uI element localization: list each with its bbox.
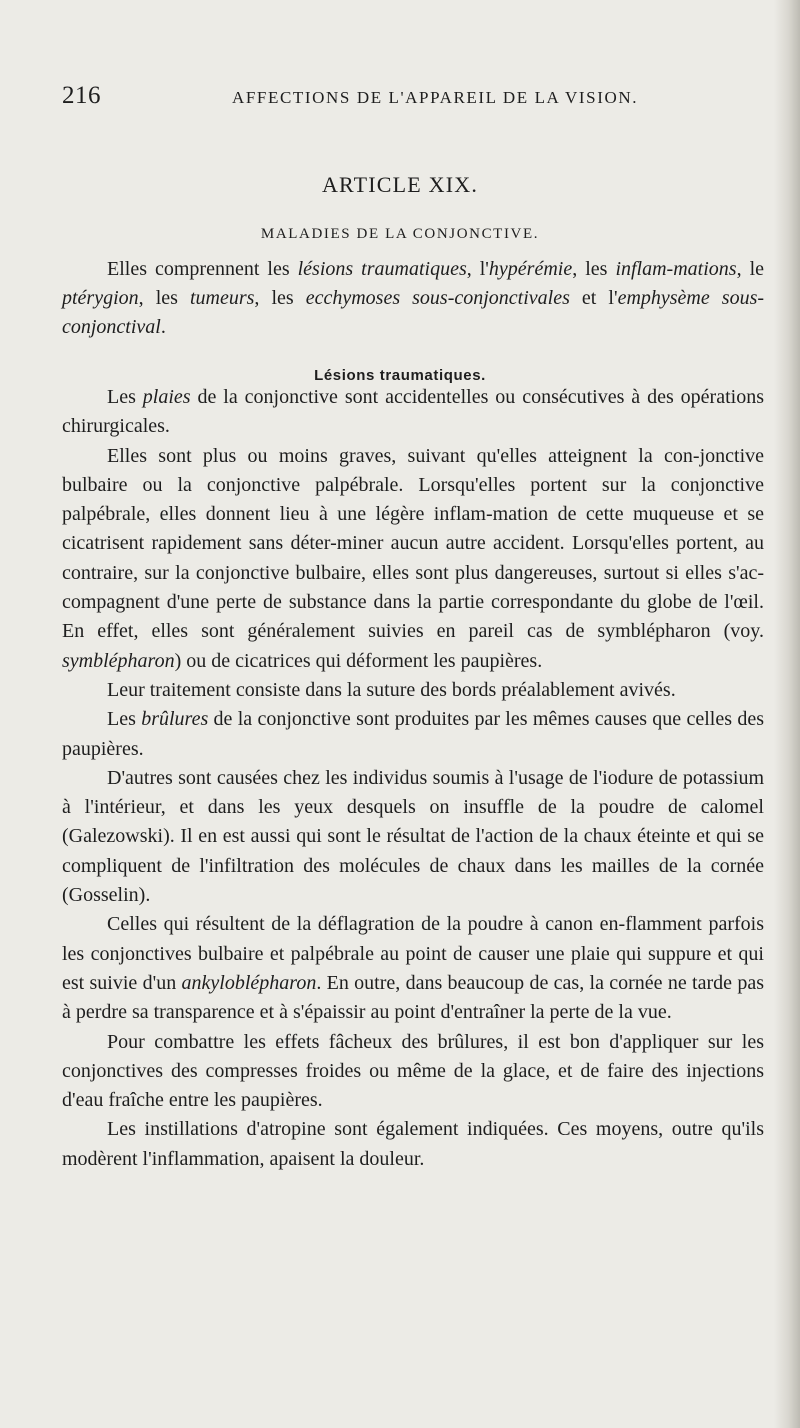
- running-head: AFFECTIONS DE L'APPAREIL DE LA VISION.: [232, 88, 639, 107]
- section-heading: Lésions traumatiques.: [314, 367, 486, 384]
- paragraph-deflagration: Celles qui résultent de la déflagration de la poudre à canon en-flamment parfois les conjonctives bulbaire et palpébrale au point de causer une plaie qui suppure et qui est suivie d'un ankyloblépharon. En outre, dans beaucoup de cas, la cornée ne tarde pas à perdre sa transparence et à s'épaissir au point d'entraîner la perte de la vue.: [62, 913, 765, 1024]
- paragraph-traitement: Leur traitement consiste dans la suture des bords préalablement avivés.: [107, 678, 676, 701]
- page-edge-shadow: [774, 0, 800, 1428]
- paragraph-combattre: Pour combattre les effets fâcheux des brûlures, il est bon d'appliquer sur les conjonctives des compresses froides ou même de la glace, et de faire des injections d'eau fraîche entre les paupières.: [62, 1030, 764, 1112]
- paragraph-atropine: Les instillations d'atropine sont également indiquées. Ces moyens, outre qu'ils modèrent l'inflammation, apaisent la douleur.: [62, 1118, 764, 1170]
- paragraph-gravite: Elles sont plus ou moins graves, suivant qu'elles atteignent la con-jonctive bulbaire ou la conjonctive palpébrale. Lorsqu'elles portent sur la conjonctive palpébrale, elles donnent lieu à une légère inflam-mation de cette muqueuse et se cicatrisent rapidement sans déter-miner aucun autre accident. Lorsqu'elles portent, au contraire, sur la conjonctive bulbaire, elles sont plus dangereuses, surtout si elles s'ac-compagnent d'une perte de substance dans la partie correspondante du globe de l'œil. En effet, elles sont généralement suivies en pareil cas de symblépharon (voy. symblépharon) ou de cicatrices qui déforment les paupières.: [62, 444, 764, 672]
- page-number: 216: [62, 82, 101, 109]
- intro-paragraph: Elles comprennent les lésions traumatiques, l'hypérémie, les inflam-mations, le ptérygion, les tumeurs, les ecchymoses sous-conjonctivales et l'emphysème sous-conjonctival.: [62, 258, 765, 338]
- article-title: ARTICLE XIX.: [321, 172, 479, 197]
- paragraph-brulures: Les brûlures de la conjonctive sont produites par les mêmes causes que celles des paupières.: [62, 708, 764, 760]
- body-text: [62, 383, 764, 1174]
- paragraph-causes: D'autres sont causées chez les individus soumis à l'usage de l'iodure de potassium à l'intérieur, et dans les yeux desquels on insuffle de la poudre de calomel (Galezowski). Il en est aussi qui sont le résultat de l'action de la chaux éteinte et qui se compliquent de l'infiltration des molécules de chaux dans les mailles de la cornée (Gosselin).: [62, 766, 764, 907]
- paragraph-plaies: Les plaies de la conjonctive sont accidentelles ou consécutives à des opérations chirurgicales.: [62, 386, 764, 438]
- article-subtitle: MALADIES DE LA CONJONCTIVE.: [260, 226, 540, 242]
- page-header: [62, 82, 662, 118]
